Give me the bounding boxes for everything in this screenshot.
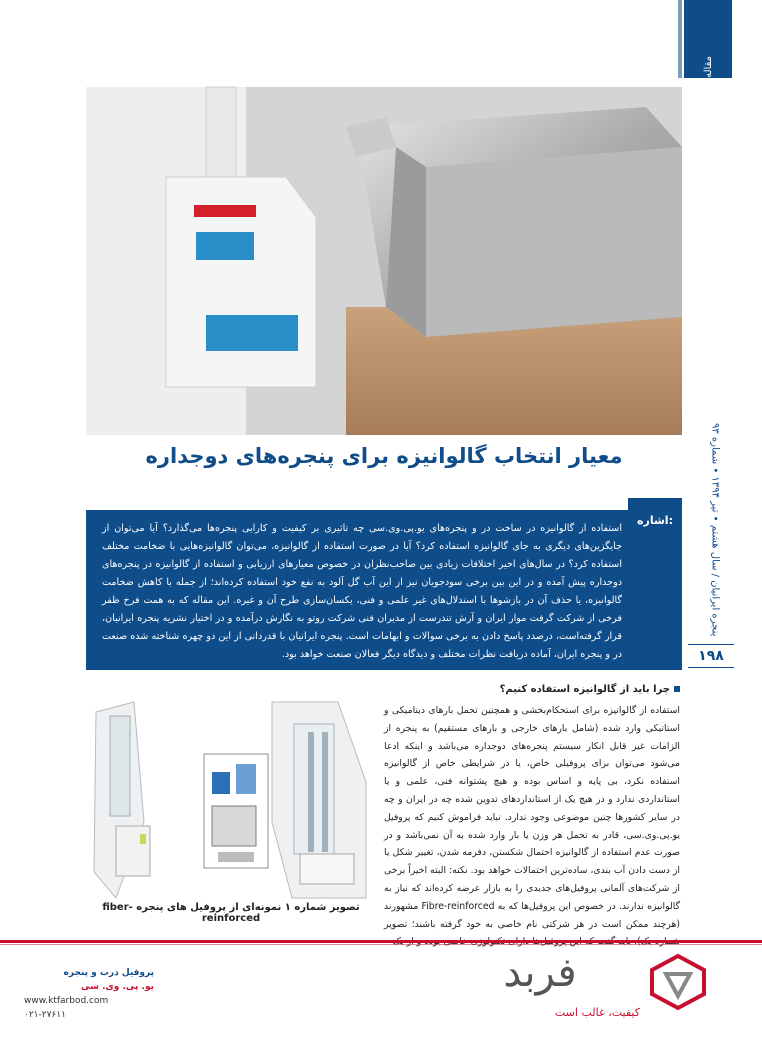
hero-illustration (86, 87, 682, 435)
page-number: ۱۹۸ (688, 644, 734, 668)
body-text: استفاده از گالوانیزه برای استحکام‌بخشی و همچنین تحمل بارهای دینامیکی و استاتیکی وارد شده (شامل بارهای خارجی و بارهای مستقیم) به پنجره از الزامات غیر قابل انکار سیستم پنجره‌های دوجداره می‌باشد و اینکه ادعا می‌شود می‌توان برای پروفیلی خاص، یا در شرایطی خاص از گالوانیزه استفاده نکرد، بی پایه و اساس بوده و هیچ پشتوانه فنی، علمی و یا استانداردی ندارد و در هیچ یک از استانداردهای تدوین شده چه در ایران و چه در سایر کشورها چنین موضوعی وجود ندارد. نباید فراموش کنیم که پروفیل یو.پی.وی.سی، قادر به تحمل هر وزن یا بار وارد شده به آن نمی‌باشد و در صورت عدم استفاده از گالوانیزه احتمال شکستن، دفرمه شدن، تغییر شکل یا از دست دادن آب بندی، ساده‌ترین احتمالات خواهد بود. نکته: البته اخیراً برخی از شرکت‌های آلمانی پروفیل‌های جدیدی را به بازار عرضه کرده‌اند که نیاز به گالوانیزه ندارند. در خصوص این پروفیل‌ها که به Fibre-reinforced مشهورند (هرچند ممکن است در هر شرکتی نام خاصی به خود گرفته باشند؛ تصویر (384, 705, 680, 930)
section-heading-text: چرا باید از گالوانیزه استفاده کنیم؟ (499, 684, 670, 695)
section-heading (384, 684, 680, 700)
brand-slogan: کیفیت، غالب است (554, 1006, 640, 1019)
bullet-square-icon (674, 686, 680, 692)
footer-contact (24, 966, 154, 1036)
issue-info-text: پنجره ایرانیان / سال هشتم • تیر ۱۳۹۴ • شماره ۹۳ (709, 423, 721, 637)
footer-line-2: یو. پی. وی. سی (81, 982, 154, 992)
footer-divider-thin (0, 944, 762, 945)
article-title: معیار انتخاب گالوانیزه برای پنجره‌های دوجداره (145, 444, 623, 468)
footer-divider (0, 940, 762, 943)
abstract-text: استفاده از گالوانیزه در ساخت در و پنجره‌های یو.پی.وی.سی چه تاثیری بر کیفیت و کارایی پنجره‌ها می‌گذارد؟ آیا می‌توان از جایگزین‌های دیگری به جای گالوانیزه استفاده کرد؟ آیا در صورت استفاده از گالوانیزه، می‌توان گالوانیزه‌هایی با ضخامت مختلف استفاده کرد؟ در سال‌های اخیر اختلافات زیادی بین صاحب‌نظران در خصوص معیارهای ارزیابی و استفاده از گالوانیزه در پنجره‌های دوجداره پیش آمده و در این بین برخی سودجویان نیز از این آب گل آلود به نفع خود استفاده کرده‌اند؛ از جمله با کاهش ضخامت گالوانیزه، یا حذف آن در بازشوها با استدلال‌های غیر علمی و فنی، یکسان‌سازی طرح آن و غیره. این مقاله که به همت فرخ ظفر فرخی از شرکت گرفت موار ایران و آرش تندرست از مدیران فنی شرکت روتو به نگارش درآمده و در اختیار نشریه پنجره ایرانیان، قرار گرفته‌است، درصدد پاسخ دادن به برخی سوالات و ابهامات است. پنجره ایرانیان با قدردانی از این دو چهره شناخته شده صنعت در و پنجره ایران، آماده دریافت نظرات مختلف و دیدگاه دیگر فعالان صنعت خواهد بود. (102, 523, 622, 660)
footer-phone: ۰۲۱-۲۷۶۱۱ (24, 1010, 66, 1020)
abstract-box (86, 510, 682, 670)
footer-line-1: پروفیل درب و پنجره (63, 968, 154, 978)
window-profiles-figure (86, 702, 376, 900)
issue-info (700, 423, 730, 637)
section-tab (684, 0, 732, 78)
tab-strip (678, 0, 682, 78)
brand-logo-icon (648, 952, 708, 1012)
abstract-label: اشاره: (628, 498, 682, 542)
figure-images (86, 702, 376, 900)
footer-website[interactable]: www.ktfarbod.com (24, 996, 109, 1006)
figure-caption: تصویر شماره ۱ نمونه‌ای از پروفیل های پنجره fiber-reinforced (102, 902, 360, 924)
section-tab-label: مقاله (702, 56, 714, 78)
hero-image (86, 87, 682, 435)
brand-logo-text: فربد (503, 950, 577, 996)
